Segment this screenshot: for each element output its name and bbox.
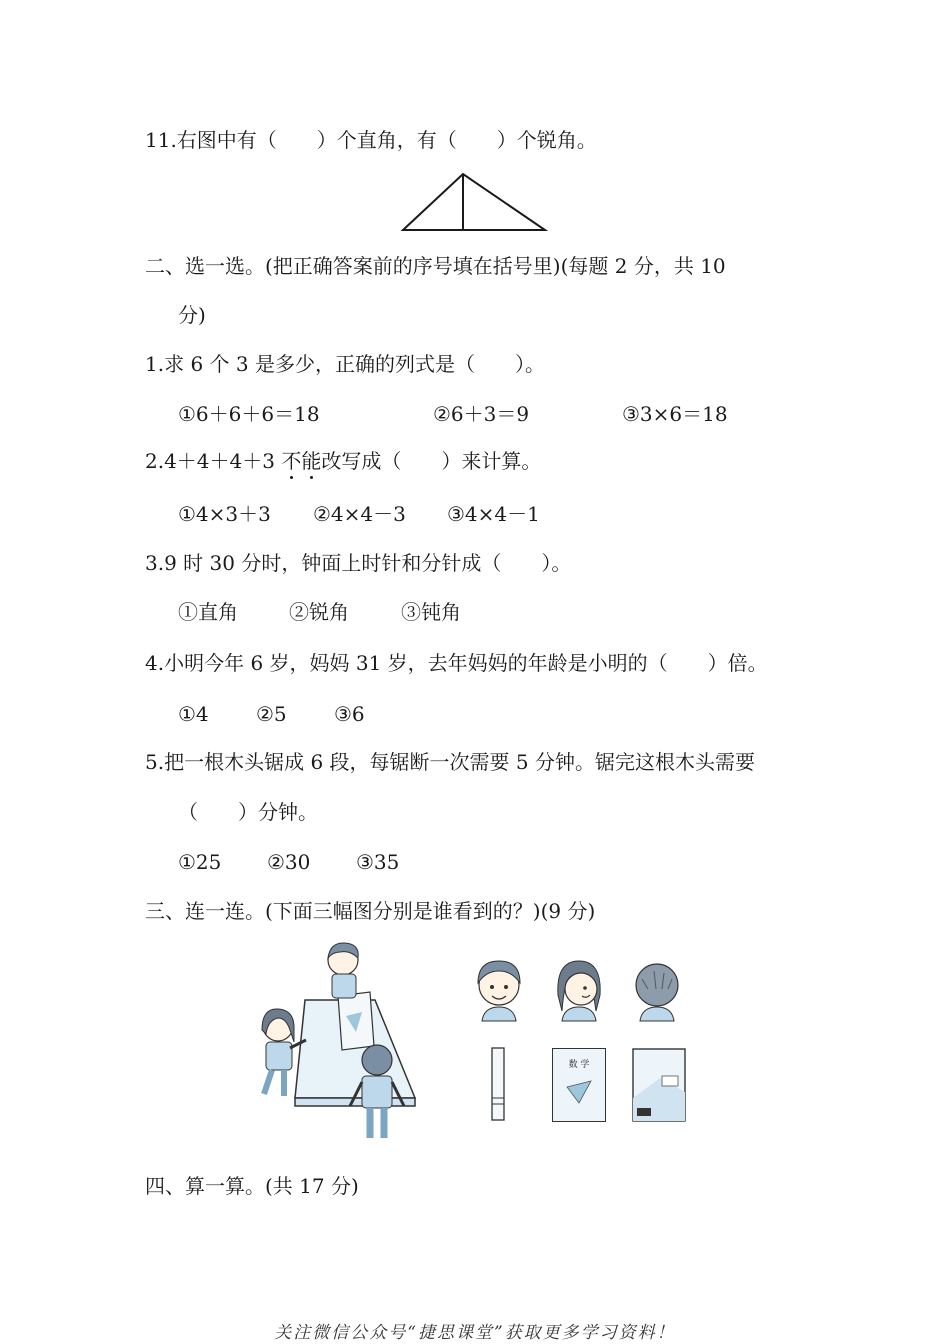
book-cover-art xyxy=(563,1077,595,1107)
book-on-table xyxy=(338,992,374,1050)
option-2-3-c: ③钝角 xyxy=(401,600,461,624)
option-2-4-c: ③6 xyxy=(334,702,365,726)
option-2-5-b: ②30 xyxy=(267,850,311,874)
section-2-heading-cont: 分) xyxy=(178,303,206,327)
emphasis-char-1: 不 xyxy=(281,449,302,473)
option-2-1-c: ③3×6＝18 xyxy=(622,402,728,426)
option-2-4-b: ②5 xyxy=(256,702,287,726)
girl-face xyxy=(552,955,606,1025)
boy-top xyxy=(328,943,358,998)
option-2-2-b: ②4×4－3 xyxy=(313,502,406,526)
section-3-heading: 三、连一连。(下面三幅图分别是谁看到的？)(9 分) xyxy=(145,899,596,923)
boy-face-back xyxy=(630,955,684,1025)
option-2-2-c: ③4×4－1 xyxy=(447,502,540,526)
book-back-view xyxy=(632,1048,686,1122)
book-front-view xyxy=(552,1048,606,1122)
option-2-3-b: ②锐角 xyxy=(289,600,349,624)
section-2-heading: 二、选一选。(把正确答案前的序号填在括号里)(每题 2 分，共 10 xyxy=(145,254,726,278)
emphasis-char-2: 能 xyxy=(301,449,322,473)
book-title: 数 学 xyxy=(568,1060,590,1070)
option-2-2-a: ①4×3＋3 xyxy=(178,502,271,526)
option-2-3-a: ①直角 xyxy=(178,600,238,624)
question-2-2-pre: 2.4＋4＋4＋3 xyxy=(145,449,282,473)
question-2-5: 5.把一根木头锯成 6 段，每锯断一次需要 5 分钟。锯完这根木头需要 xyxy=(145,750,755,774)
footer-note: 关注微信公众号“捷思课堂”获取更多学习资料！ xyxy=(274,1323,676,1343)
question-2-3: 3.9 时 30 分时，钟面上时针和分针成（ ）。 xyxy=(145,551,572,575)
boy-face-front xyxy=(472,955,526,1025)
question-11: 11.右图中有（ ）个直角，有（ ）个锐角。 xyxy=(145,128,597,152)
section-4-heading: 四、算一算。(共 17 分) xyxy=(145,1174,359,1198)
question-2-1: 1.求 6 个 3 是多少，正确的列式是（ ）。 xyxy=(145,352,545,376)
option-2-1-b: ②6＋3＝9 xyxy=(433,402,530,426)
book-side-view xyxy=(488,1046,508,1124)
question-2-5-cont: （ ）分钟。 xyxy=(178,800,318,824)
question-2-4: 4.小明今年 6 岁，妈妈 31 岁，去年妈妈的年龄是小明的（ ）倍。 xyxy=(145,651,768,675)
question-2-2 xyxy=(145,447,541,475)
triangle-figure xyxy=(400,172,550,234)
option-2-4-a: ①4 xyxy=(178,702,209,726)
option-2-5-c: ③35 xyxy=(356,850,400,874)
option-2-1-a: ①6＋6＋6＝18 xyxy=(178,402,320,426)
question-2-2-post: 改写成（ ）来计算。 xyxy=(321,449,542,473)
option-2-5-a: ①25 xyxy=(178,850,222,874)
scene-illustration xyxy=(250,938,430,1153)
